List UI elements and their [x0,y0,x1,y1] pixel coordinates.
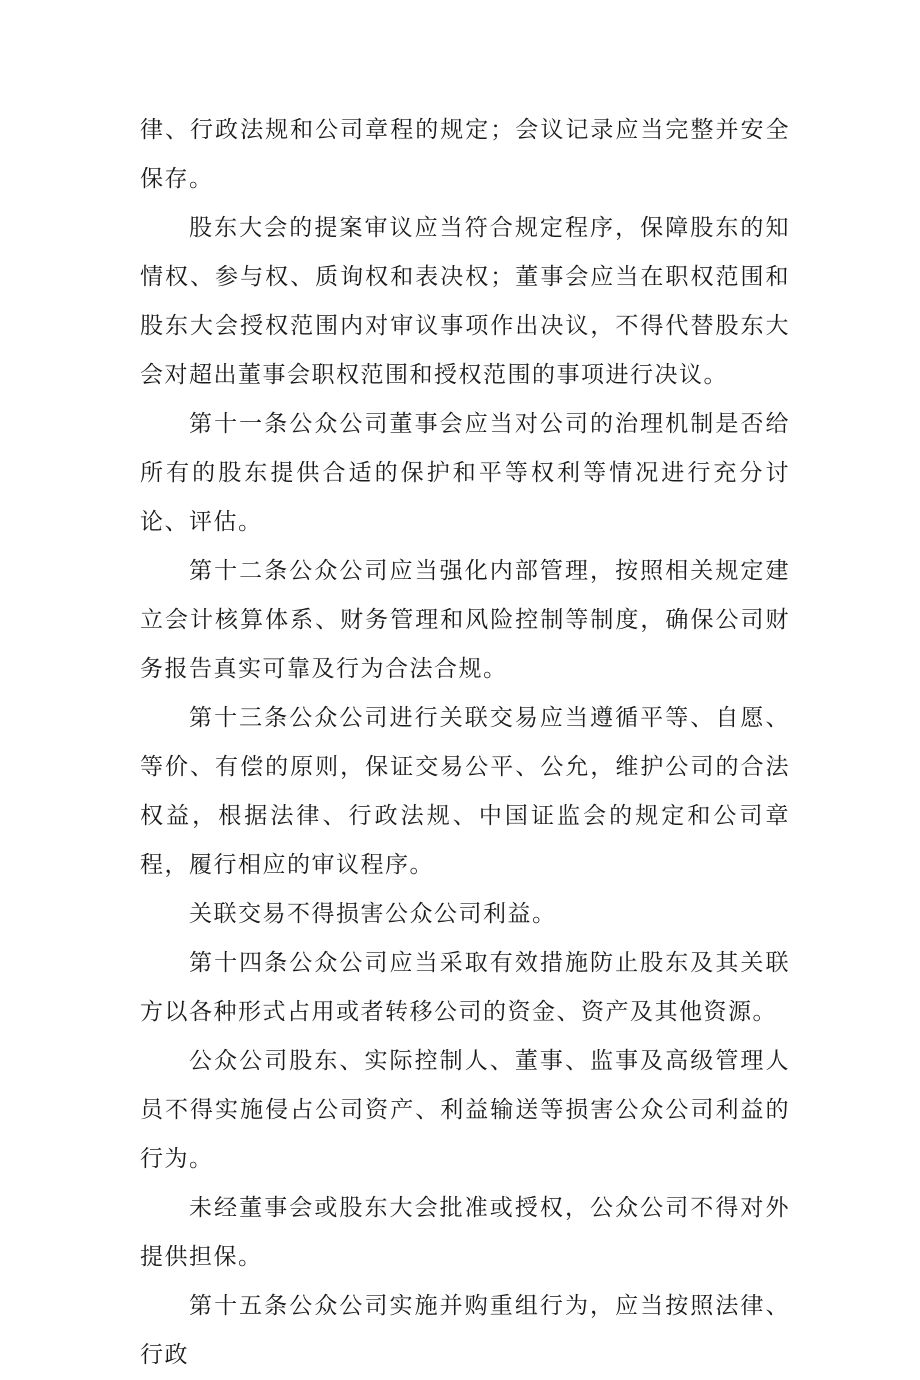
paragraph-shareholder-conduct: 公众公司股东、实际控制人、董事、监事及高级管理人员不得实施侵占公司资产、利益输送等损害公众公司利益的行为。 [140,1048,790,1172]
paragraph-guarantee: 未经董事会或股东大会批准或授权，公众公司不得对外提供担保。 [140,1195,790,1270]
paragraph-article-14: 第十四条公众公司应当采取有效措施防止股东及其关联方以各种形式占用或者转移公司的资金、资产及其他资源。 [140,950,790,1025]
paragraph-related-transactions: 关联交易不得损害公众公司利益。 [189,901,557,927]
paragraph-article-15: 第十五条公众公司实施并购重组行为，应当按照法律、行政 [140,1293,790,1368]
document-body [140,106,790,1380]
paragraph-article-12: 第十二条公众公司应当强化内部管理，按照相关规定建立会计核算体系、财务管理和风险控制等制度，确保公司财务报告真实可靠及行为合法合规。 [140,558,790,682]
paragraph-continued: 律、行政法规和公司章程的规定；会议记录应当完整并安全保存。 [140,117,790,192]
paragraph-article-11: 第十一条公众公司董事会应当对公司的治理机制是否给所有的股东提供合适的保护和平等权利等情况进行充分讨论、评估。 [140,411,790,535]
paragraph-article-13: 第十三条公众公司进行关联交易应当遵循平等、自愿、等价、有偿的原则，保证交易公平、公允，维护公司的合法权益，根据法律、行政法规、中国证监会的规定和公司章程，履行相应的审议程序。 [140,705,790,878]
paragraph-proposal-review: 股东大会的提案审议应当符合规定程序，保障股东的知情权、参与权、质询权和表决权；董事会应当在职权范围和股东大会授权范围内对审议事项作出决议，不得代替股东大会对超出董事会职权范围和授权范围的事项进行决议。 [140,215,790,388]
